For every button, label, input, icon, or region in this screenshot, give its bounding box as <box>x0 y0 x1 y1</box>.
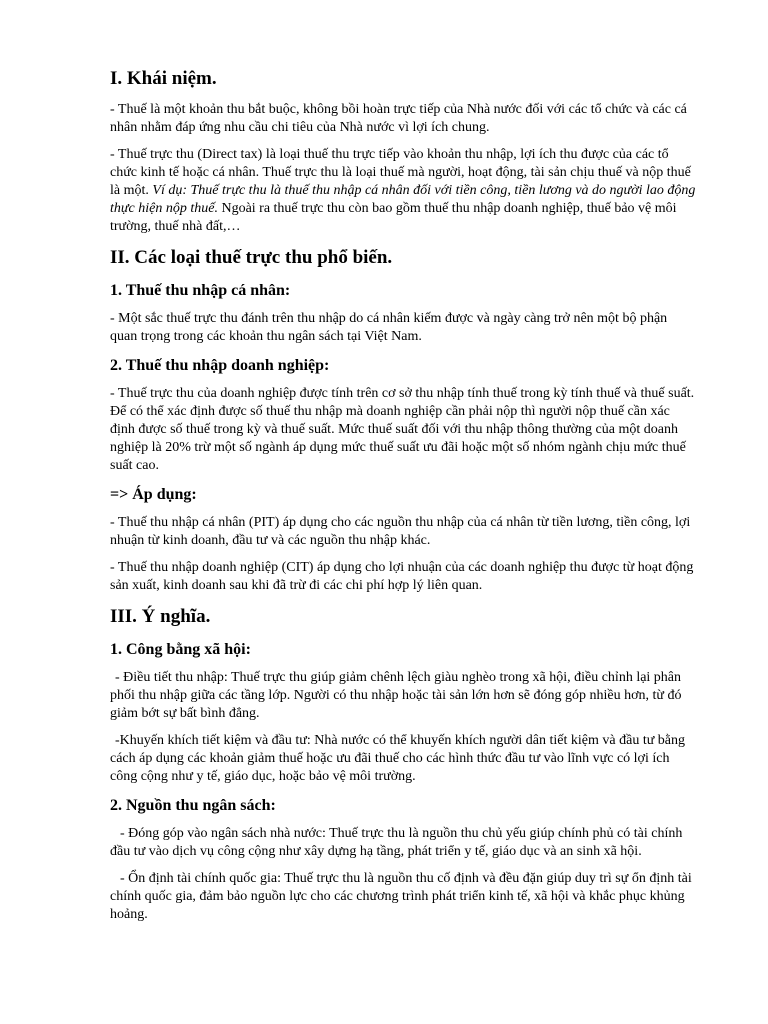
section-3-heading: III. Ý nghĩa. <box>110 606 211 627</box>
section-3-sub-1-paragraph-1: - Điều tiết thu nhập: Thuế trực thu giúp giảm chênh lệch giàu nghèo trong xã hội, điều chỉnh lại phân phối thu nhập giữa các tầng lớp. Người có thu nhập hoặc tài sản lớn hơn sẽ đóng góp nhiều hơn, từ đó giảm bớt sự bất bình đẳng. <box>110 670 682 721</box>
section-2-apply-paragraph-1: - Thuế thu nhập cá nhân (PIT) áp dụng cho các nguồn thu nhập của cá nhân từ tiền lương, tiền công, lợi nhuận từ kinh doanh, đầu tư và các nguồn thu nhập khác. <box>110 515 691 548</box>
section-3-sub-2-heading: 2. Nguồn thu ngân sách: <box>110 797 276 814</box>
section-2-apply-paragraph-2: - Thuế thu nhập doanh nghiệp (CIT) áp dụng cho lợi nhuận của các doanh nghiệp thu được từ hoạt động sản xuất, kinh doanh sau khi đã trừ đi các chi phí hợp lý liên quan. <box>110 560 694 593</box>
section-2-sub-1-heading: 1. Thuế thu nhập cá nhân: <box>110 282 291 299</box>
section-3-sub-1-heading: 1. Công bằng xã hội: <box>110 641 251 658</box>
section-3-sub-1-paragraph-2: -Khuyến khích tiết kiệm và đầu tư: Nhà nước có thể khuyến khích người dân tiết kiệm và đầu tư bằng cách áp dụng các khoản giảm thuế hoặc ưu đãi thuế cho các hình thức đầu tư vào lĩnh vực có lợi ích công cộng như y tế, giáo dục, hoặc bảo vệ môi trường. <box>110 733 686 784</box>
section-2-sub-1-paragraph: - Một sắc thuế trực thu đánh trên thu nhập do cá nhân kiếm được và ngày càng trở nên một bộ phận quan trọng trong các khoản thu ngân sách tại Việt Nam. <box>110 311 668 344</box>
document-page <box>110 66 696 933</box>
section-3-sub-2-paragraph-2: - Ổn định tài chính quốc gia: Thuế trực thu là nguồn thu cố định và đều đặn giúp duy trì sự ổn định tài chính quốc gia, đảm bảo nguồn lực cho các chương trình phát triển kinh tế, xã hội và khắc phục khủng hoảng. <box>110 871 692 922</box>
section-1-paragraph-2 <box>110 146 696 236</box>
section-1-paragraph-2-start: - Thuế trực thu (Direct tax) là loại thuế thu trực tiếp vào khoản thu nhập, lợi ích thu được của các tổ chức kinh tế hoặc cá nhân. Thuế trực thu là loại thuế mà người, hoạt động, tài sản chịu thuế và nộp thuế là một. <box>110 147 691 198</box>
section-2-heading: II. Các loại thuế trực thu phổ biến. <box>110 247 393 268</box>
section-2-sub-2-paragraph: - Thuế trực thu của doanh nghiệp được tính trên cơ sở thu nhập tính thuế trong kỳ tính thuế và thuế suất. Để có thể xác định được số thuế thu nhập mà doanh nghiệp cần phải nộp thì người nộp thuế cần xác định được số thuế trong kỳ và thuế suất. Mức thuế suất đối với thu nhập thông thường của một doanh nghiệp là 20% trừ một số ngành áp dụng mức thuế suất ưu đãi hoặc một số nhóm ngành chịu mức thuế suất cao. <box>110 386 695 473</box>
section-2-apply-heading: => Áp dụng: <box>110 486 197 503</box>
section-1-paragraph-1: - Thuế là một khoản thu bắt buộc, không bồi hoàn trực tiếp của Nhà nước đối với các tổ chức và các cá nhân nhằm đáp ứng nhu cầu chi tiêu của Nhà nước vì lợi ích chung. <box>110 102 687 135</box>
section-1-paragraph-2-end: Ngoài ra thuế trực thu còn bao gồm thuế thu nhập doanh nghiệp, thuế bảo vệ môi trường, thuế nhà đất,… <box>110 201 677 234</box>
section-1-example-italic: Ví dụ: Thuế trực thu là thuế thu nhập cá nhân đối với tiền công, tiền lương và do người lao động thực hiện nộp thuế. <box>110 183 696 216</box>
section-1-heading: I. Khái niệm. <box>110 68 217 89</box>
section-3-sub-2-paragraph-1: - Đóng góp vào ngân sách nhà nước: Thuế trực thu là nguồn thu chủ yếu giúp chính phủ có tài chính đầu tư vào dịch vụ công cộng như xây dựng hạ tầng, phát triển y tế, giáo dục và an sinh xã hội. <box>110 826 683 859</box>
section-2-sub-2-heading: 2. Thuế thu nhập doanh nghiệp: <box>110 357 330 374</box>
